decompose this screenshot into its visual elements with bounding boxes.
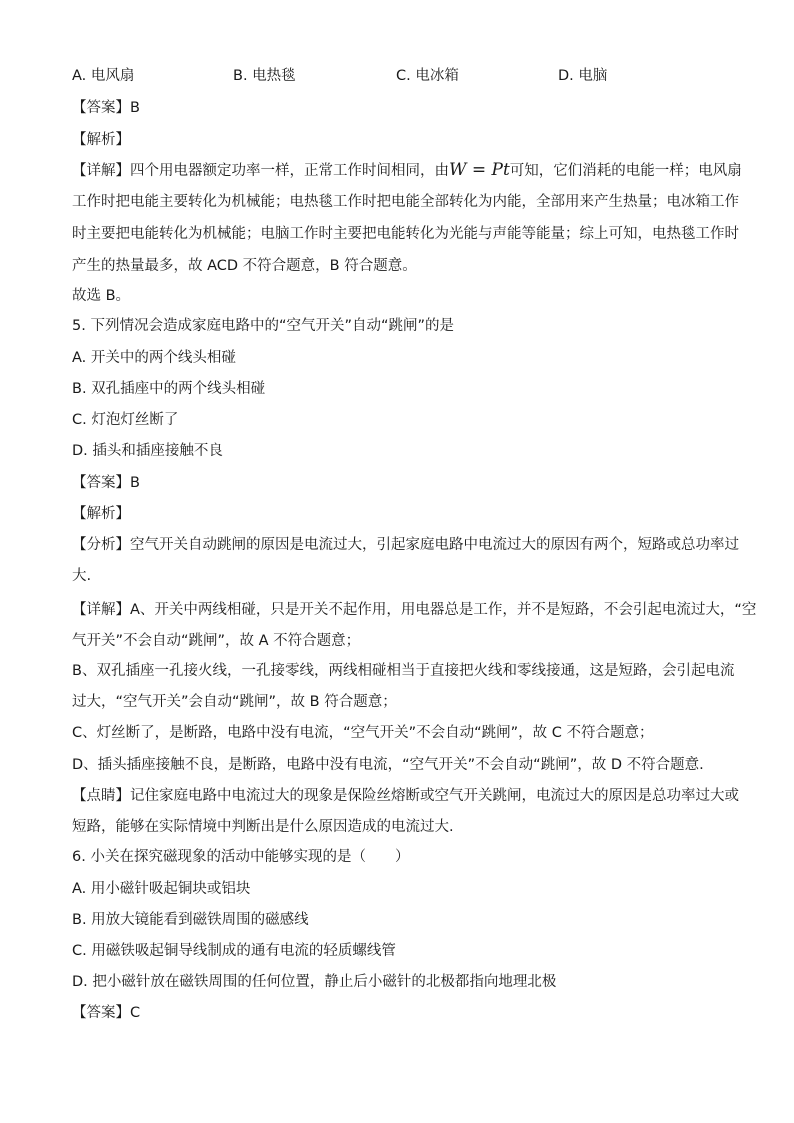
answer-value: B [130, 100, 140, 116]
detail-text: 可知，它们消耗的电能一样；电风扇 [509, 163, 742, 179]
q6-option-c: C. 用磁铁吸起铜导线制成的通有电流的轻质螺线管 [72, 943, 396, 959]
q4-detail-line-3: 时主要把电能转化为机械能；电脑工作时主要把电能转化为光能与声能等能量；综上可知，电热毯工作时 [72, 226, 739, 242]
q5-detail-line-2: 气开关”不会自动“跳闸”，故 A 不符合题意； [72, 633, 361, 649]
q5-detail-line-4: 过大，“空气开关”会自动“跳闸”，故 B 符合题意； [72, 694, 397, 710]
q4-detail-line-1 [72, 160, 742, 181]
q4-option-d: D. 电脑 [558, 68, 608, 84]
fenxi-tag: 【分析】 [72, 537, 130, 553]
q6-option-d: D. 把小磁针放在磁铁周围的任何位置，静止后小磁针的北极都指向地理北极 [72, 974, 557, 990]
fenxi-text: 空气开关自动跳闸的原因是电流过大，引起家庭电路中电流过大的原因有两个，短路或总功率过 [130, 537, 739, 553]
answer-tag: 【答案】 [72, 475, 130, 491]
q5-fenxi-line-1 [72, 535, 739, 555]
q5-detail-line-5: C、灯丝断了，是断路，电路中没有电流，“空气开关”不会自动“跳闸”，故 C 不符合题意； [72, 725, 654, 741]
q5-fenxi-line-2: 大. [72, 568, 92, 584]
q5-answer [72, 473, 140, 493]
q5-detail-line-1 [72, 600, 756, 620]
comment-text: 记住家庭电路中电流过大的现象是保险丝熔断或空气开关跳闸，电流过大的原因是总功率过大或 [130, 788, 739, 804]
q4-conclusion: 故选 B。 [72, 288, 131, 304]
answer-tag: 【答案】 [72, 1005, 130, 1021]
q5-option-a: A. 开关中的两个线头相碰 [72, 350, 236, 366]
q5-analysis-tag: 【解析】 [72, 506, 130, 522]
q4-option-b: B. 电热毯 [233, 68, 296, 84]
answer-value: C [130, 1005, 141, 1021]
q4-detail-line-2: 工作时把电能主要转化为机械能；电热毯工作时把电能全部转化为内能，全部用来产生热量；电冰箱工作 [72, 194, 739, 210]
q5-option-c: C. 灯泡灯丝断了 [72, 412, 179, 428]
q5-detail-line-3: B、双孔插座一孔接火线，一孔接零线，两线相碰相当于直接把火线和零线接通，这是短路，会引起电流 [72, 663, 735, 679]
detail-tag: 【详解】 [72, 163, 130, 179]
detail-text: 四个用电器额定功率一样，正常工作时间相同，由 [130, 163, 449, 179]
q4-analysis-tag: 【解析】 [72, 132, 130, 148]
q5-comment-line-1 [72, 786, 739, 806]
detail-text: A、开关中两线相碰，只是开关不起作用，用电器总是工作，并不是短路，不会引起电流过大，“空 [130, 602, 757, 618]
detail-tag: 【详解】 [72, 602, 130, 618]
q5-stem: 5. 下列情况会造成家庭电路中的“空气开关”自动“跳闸”的是 [72, 318, 454, 334]
comment-tag: 【点睛】 [72, 788, 130, 804]
q4-option-c: C. 电冰箱 [396, 68, 459, 84]
answer-tag: 【答案】 [72, 100, 130, 116]
q5-comment-line-2: 短路，能够在实际情境中判断出是什么原因造成的电流过大. [72, 819, 454, 835]
q4-answer [72, 98, 140, 118]
q5-detail-line-6: D、插头插座接触不良，是断路，电路中没有电流，“空气开关”不会自动“跳闸”，故 D 不符合题意. [72, 757, 704, 773]
power-formula: W = Pt [449, 160, 510, 180]
q6-option-b: B. 用放大镜能看到磁铁周围的磁感线 [72, 912, 309, 928]
q6-stem: 6. 小关在探究磁现象的活动中能够实现的是（ ） [72, 849, 410, 865]
answer-value: B [130, 475, 140, 491]
q5-option-d: D. 插头和插座接触不良 [72, 443, 223, 459]
q6-option-a: A. 用小磁针吸起铜块或铝块 [72, 881, 251, 897]
q4-detail-line-4: 产生的热量最多，故 ACD 不符合题意，B 符合题意。 [72, 258, 417, 274]
q4-option-a: A. 电风扇 [72, 68, 135, 84]
q5-option-b: B. 双孔插座中的两个线头相碰 [72, 381, 266, 397]
q6-answer [72, 1003, 140, 1023]
